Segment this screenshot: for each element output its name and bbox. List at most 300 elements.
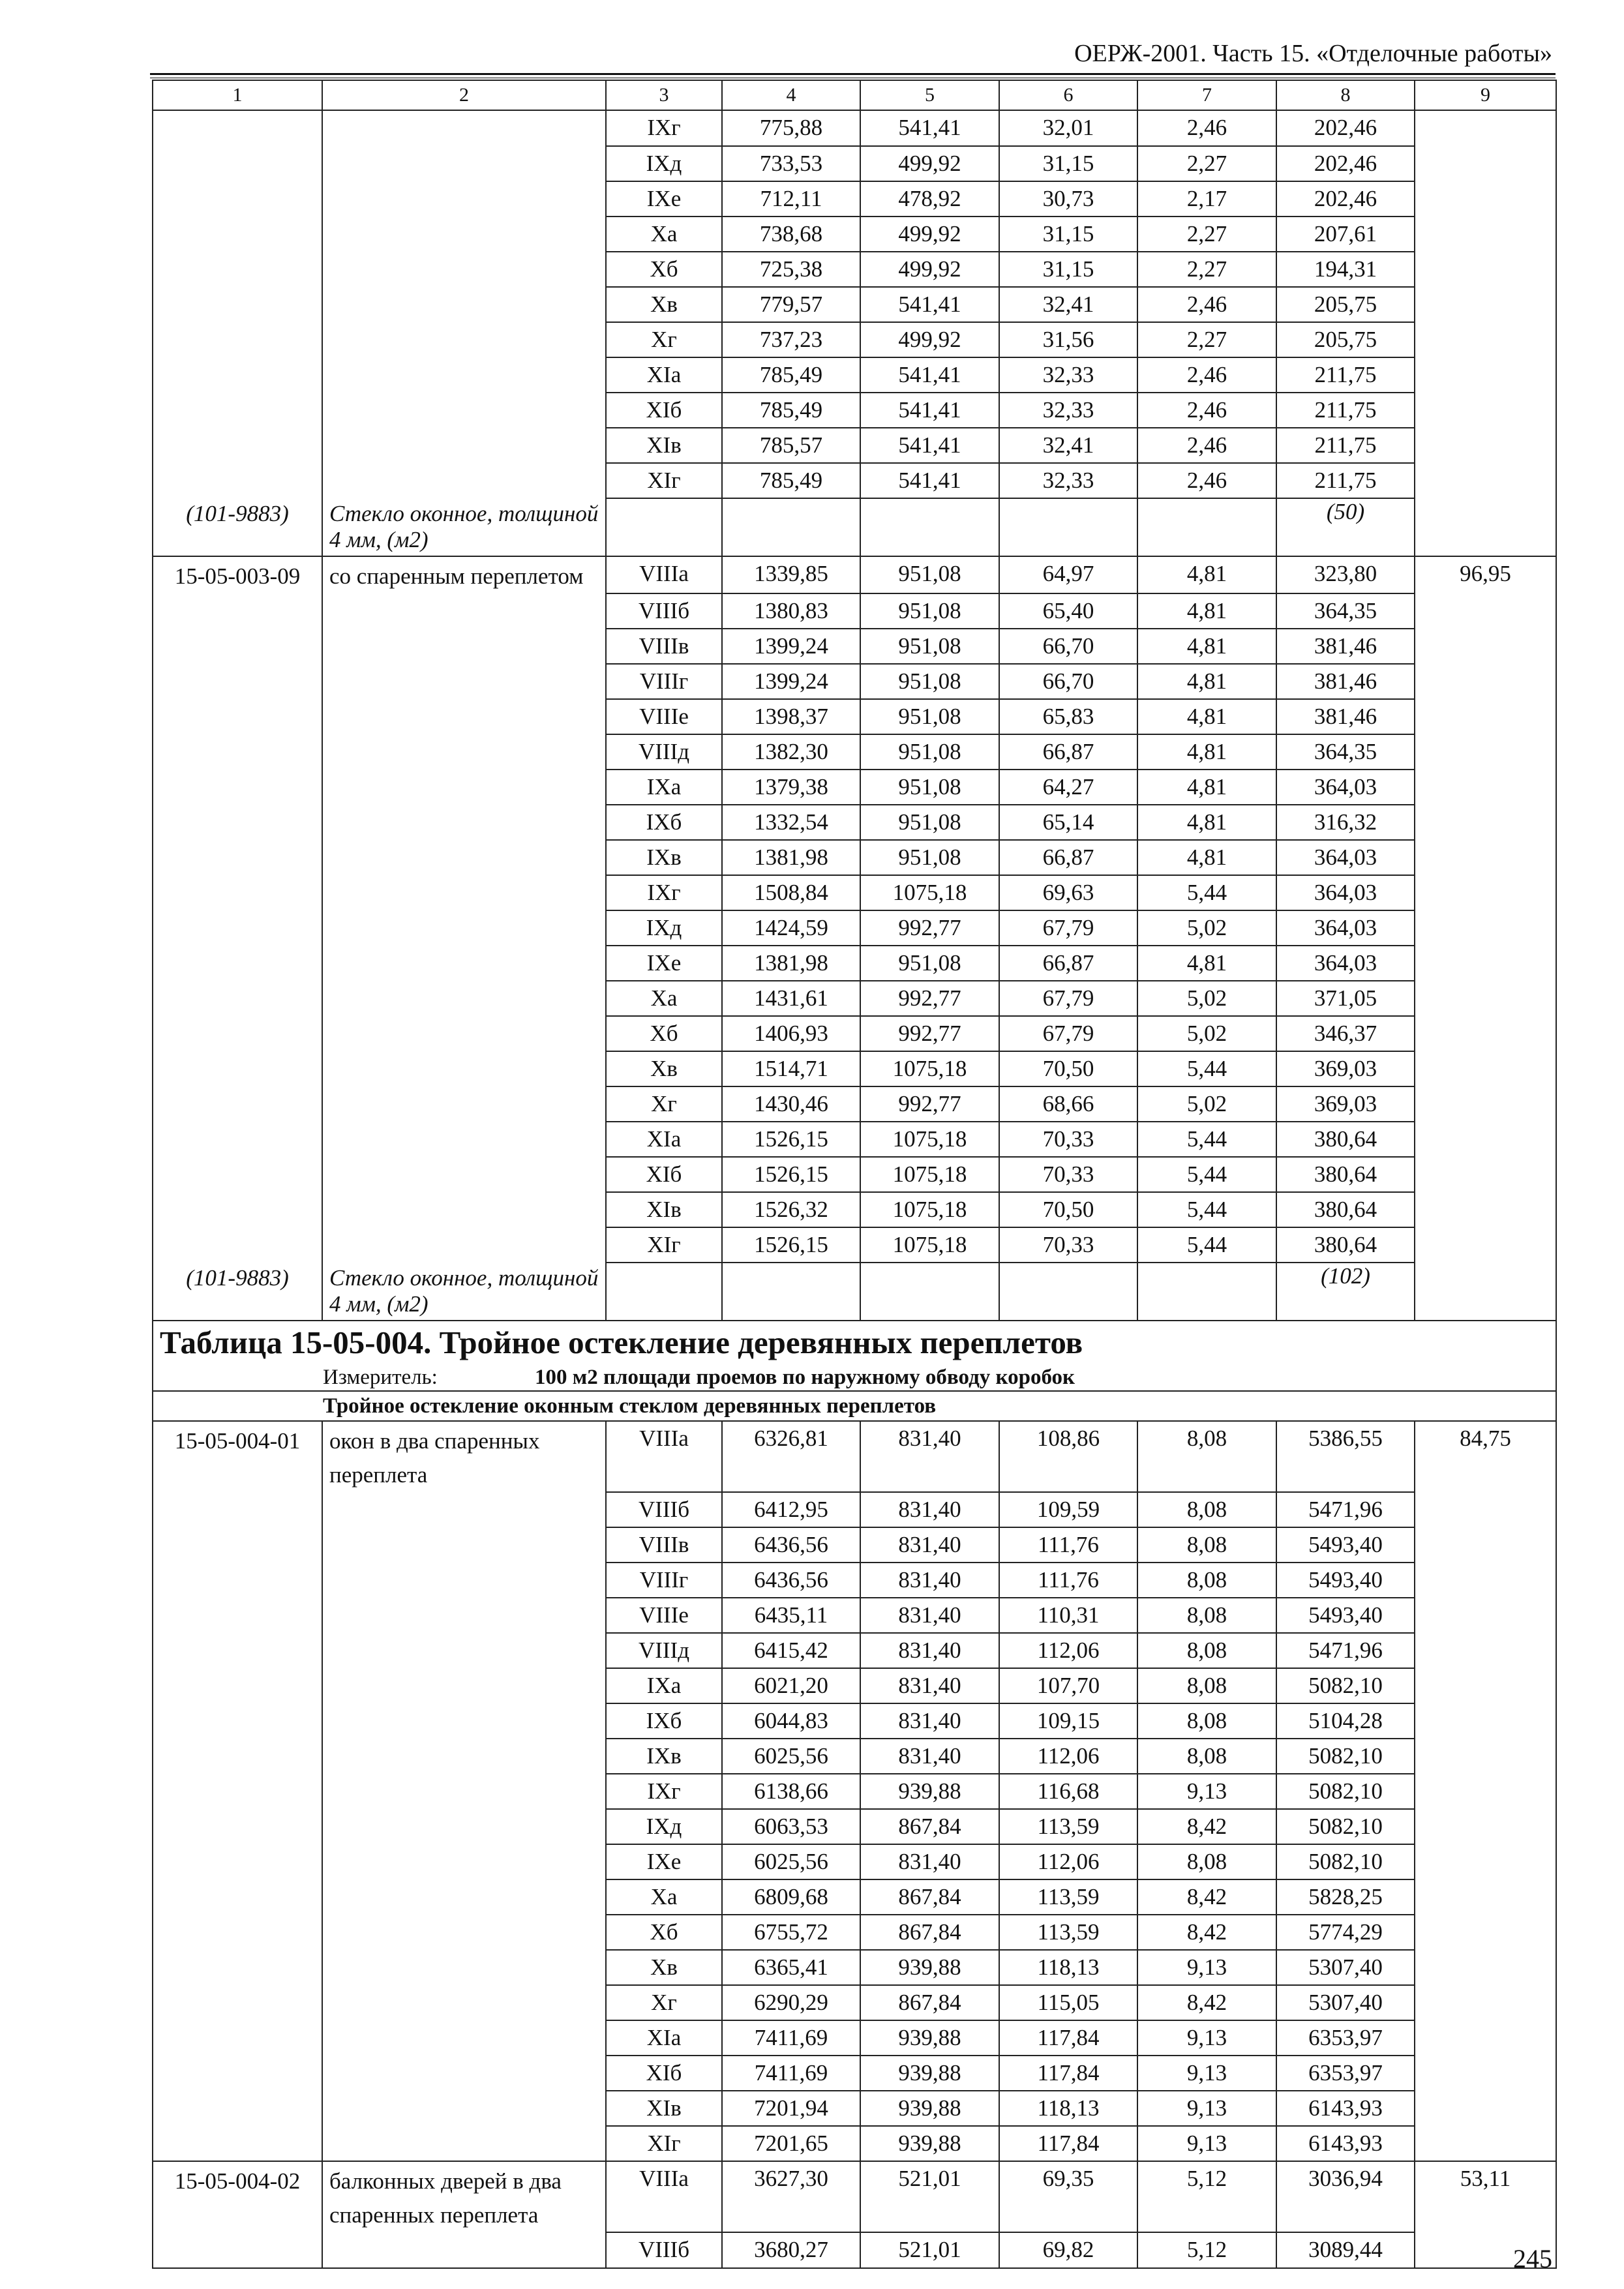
rate-col9: 84,75 [1415,1421,1556,1492]
value-cell: 70,50 [999,1192,1137,1227]
value-cell: 2,17 [1137,181,1276,217]
column-header: 5 [860,80,999,110]
rate-col9-empty [1415,1703,1556,1739]
table-row [153,1809,1556,1844]
value-cell: 381,46 [1276,664,1415,699]
value-cell: 7201,65 [722,2126,860,2162]
rate-code-empty [153,1086,322,1122]
value-cell: 541,41 [860,357,999,393]
value-cell: 211,75 [1276,393,1415,428]
value-cell: 499,92 [860,217,999,252]
value-cell: 3680,27 [722,2232,860,2268]
column-header: 9 [1415,80,1556,110]
rate-code-empty [153,981,322,1016]
work-description-empty [322,805,606,840]
value-cell: 867,84 [860,1985,999,2020]
rate-col9-empty [1415,1227,1556,1263]
rate-code-empty [153,1879,322,1915]
table-row [153,556,1556,593]
value-cell: 112,06 [999,1739,1137,1774]
zone-code: IXб [606,805,722,840]
table-row [153,1598,1556,1633]
work-description-empty [322,1192,606,1227]
value-cell: 4,81 [1137,664,1276,699]
work-description-empty [322,146,606,181]
value-cell: 207,61 [1276,217,1415,252]
column-header: 7 [1137,80,1276,110]
table-row [153,1668,1556,1703]
rate-code-empty [153,1739,322,1774]
work-description-empty [322,699,606,734]
value-cell: 202,46 [1276,181,1415,217]
rate-col9: 53,11 [1415,2161,1556,2232]
table-row [153,1016,1556,1051]
value-cell: 381,46 [1276,629,1415,664]
value-cell: 951,08 [860,664,999,699]
value-cell: 65,40 [999,593,1137,629]
section-subtitle-row [153,1391,1556,1421]
value-cell: 8,08 [1137,1492,1276,1527]
zone-code: VIIIа [606,556,722,593]
value-cell: 65,83 [999,699,1137,734]
work-description-empty [322,1051,606,1086]
rate-code: 15-05-004-01 [153,1421,322,1492]
value-cell: 5082,10 [1276,1844,1415,1879]
rate-col9-empty [1415,593,1556,629]
value-cell: 4,81 [1137,840,1276,875]
table-row [153,1421,1556,1492]
value-cell: 1332,54 [722,805,860,840]
table-row [153,322,1556,357]
value-cell: 4,81 [1137,556,1276,593]
value-cell: 5082,10 [1276,1809,1415,1844]
table-row [153,146,1556,181]
zone-code: IXа [606,1668,722,1703]
value-cell: 5493,40 [1276,1563,1415,1598]
value-cell: 7411,69 [722,2056,860,2091]
zone-code: IXе [606,181,722,217]
value-cell: 5828,25 [1276,1879,1415,1915]
rate-col9-empty [1415,1879,1556,1915]
value-cell: 6365,41 [722,1950,860,1985]
empty-cell [860,1263,999,1321]
table-row [153,1086,1556,1122]
value-cell: 1424,59 [722,910,860,946]
rate-code-empty [153,357,322,393]
value-cell: 9,13 [1137,2091,1276,2126]
rate-col9-empty [1415,1086,1556,1122]
zone-code: VIIIе [606,699,722,734]
zone-code: VIIIв [606,629,722,664]
value-cell: 2,46 [1137,110,1276,146]
zone-code: Xб [606,1016,722,1051]
value-cell: 785,49 [722,357,860,393]
work-description-empty [322,593,606,629]
section-title-row [153,1321,1556,1364]
table-body [153,80,1556,2268]
table-row [153,946,1556,981]
value-cell: 3089,44 [1276,2232,1415,2268]
zone-code: VIIIе [606,1598,722,1633]
glass-material-row [153,1263,1556,1321]
zone-code: Xб [606,1915,722,1950]
value-cell: 541,41 [860,463,999,498]
rate-code-empty [153,2091,322,2126]
value-cell: 1399,24 [722,664,860,699]
value-cell: 64,97 [999,556,1137,593]
rate-code-empty [153,1598,322,1633]
table-row [153,2091,1556,2126]
zone-code: XIа [606,2020,722,2056]
rate-col9-empty [1415,1122,1556,1157]
value-cell: 1526,15 [722,1122,860,1157]
rate-code-empty [153,1227,322,1263]
work-description-empty [322,1016,606,1051]
value-cell: 499,92 [860,322,999,357]
table-row [153,629,1556,664]
rate-code-empty [153,428,322,463]
value-cell: 992,77 [860,1086,999,1122]
value-cell: 110,31 [999,1598,1137,1633]
value-cell: 6025,56 [722,1844,860,1879]
work-description: окон в два спаренных переплета [322,1421,606,1492]
work-description-empty [322,1950,606,1985]
material-name: Стекло оконное, толщиной 4 мм, (м2) [322,498,606,556]
table-row [153,770,1556,805]
value-cell: 118,13 [999,1950,1137,1985]
work-description-empty [322,1527,606,1563]
zone-code: Xб [606,252,722,287]
rate-code-empty [153,463,322,498]
value-cell: 6353,97 [1276,2056,1415,2091]
rate-code: 15-05-003-09 [153,556,322,593]
material-quantity: (50) [1276,498,1415,556]
work-description-empty [322,428,606,463]
table-row [153,1563,1556,1598]
table-row [153,840,1556,875]
value-cell: 1398,37 [722,699,860,734]
value-cell: 9,13 [1137,2126,1276,2162]
rate-code-empty [153,2020,322,2056]
value-cell: 775,88 [722,110,860,146]
rate-code-empty [153,1527,322,1563]
value-cell: 8,08 [1137,1668,1276,1703]
zone-code: VIIIг [606,664,722,699]
value-cell: 364,03 [1276,840,1415,875]
value-cell: 5082,10 [1276,1739,1415,1774]
value-cell: 1382,30 [722,734,860,770]
value-cell: 31,15 [999,252,1137,287]
value-cell: 1406,93 [722,1016,860,1051]
rate-code-empty [153,840,322,875]
value-cell: 8,42 [1137,1985,1276,2020]
rate-code-empty [153,146,322,181]
rate-col9-empty [1415,110,1556,146]
value-cell: 521,01 [860,2161,999,2232]
value-cell: 5104,28 [1276,1703,1415,1739]
value-cell: 831,40 [860,1563,999,1598]
value-cell: 2,27 [1137,322,1276,357]
value-cell: 992,77 [860,1016,999,1051]
value-cell: 2,46 [1137,428,1276,463]
work-description-empty [322,1122,606,1157]
value-cell: 831,40 [860,1598,999,1633]
zone-code: IXв [606,1739,722,1774]
table-row [153,2056,1556,2091]
table-row [153,463,1556,498]
value-cell: 6353,97 [1276,2020,1415,2056]
value-cell: 5307,40 [1276,1985,1415,2020]
work-description-empty [322,2091,606,2126]
rate-col9-empty [1415,1633,1556,1668]
rate-code-empty [153,664,322,699]
meter-label: Измеритель: [323,1365,438,1389]
value-cell: 111,76 [999,1527,1137,1563]
value-cell: 4,81 [1137,734,1276,770]
rate-col9-empty [1415,393,1556,428]
rate-col9-empty [1415,981,1556,1016]
rate-col9-empty [1415,664,1556,699]
table-row [153,699,1556,734]
zone-code: VIIIб [606,2232,722,2268]
rate-col9-empty [1415,1844,1556,1879]
zone-code: IXг [606,1774,722,1809]
value-cell: 202,46 [1276,146,1415,181]
rate-col9-empty [1415,1051,1556,1086]
table-row [153,805,1556,840]
work-description-empty [322,2126,606,2162]
zone-code: XIа [606,1122,722,1157]
value-cell: 541,41 [860,287,999,322]
value-cell: 831,40 [860,1844,999,1879]
value-cell: 8,42 [1137,1879,1276,1915]
rate-code-empty [153,699,322,734]
value-cell: 364,03 [1276,875,1415,910]
rate-code-empty [153,393,322,428]
value-cell: 5,44 [1137,1227,1276,1263]
rate-code-empty [153,1844,322,1879]
value-cell: 5,02 [1137,910,1276,946]
rate-col9-empty [1415,1668,1556,1703]
value-cell: 785,49 [722,393,860,428]
zone-code: IXа [606,770,722,805]
value-cell: 117,84 [999,2020,1137,2056]
empty-cell [1137,1263,1276,1321]
value-cell: 951,08 [860,556,999,593]
work-description-empty [322,463,606,498]
value-cell: 521,01 [860,2232,999,2268]
value-cell: 5,02 [1137,1086,1276,1122]
value-cell: 8,08 [1137,1421,1276,1492]
empty-cell [722,498,860,556]
rate-col9-empty [1415,1985,1556,2020]
value-cell: 939,88 [860,2020,999,2056]
zone-code: Xв [606,1950,722,1985]
zone-code: Xв [606,1051,722,1086]
zone-code: XIг [606,463,722,498]
value-cell: 68,66 [999,1086,1137,1122]
zone-code: VIIIа [606,1421,722,1492]
work-description-empty [322,393,606,428]
value-cell: 951,08 [860,699,999,734]
material-quantity: (102) [1276,1263,1415,1321]
meter-value: 100 м2 площади проемов по наружному обводу коробок [535,1365,1075,1389]
value-cell: 725,38 [722,252,860,287]
table-row [153,393,1556,428]
value-cell: 1075,18 [860,875,999,910]
value-cell: 1075,18 [860,1192,999,1227]
value-cell: 831,40 [860,1668,999,1703]
value-cell: 831,40 [860,1492,999,1527]
rate-col9-empty [1415,1950,1556,1985]
rate-code-empty [153,770,322,805]
value-cell: 117,84 [999,2056,1137,2091]
value-cell: 737,23 [722,322,860,357]
work-description-empty [322,910,606,946]
value-cell: 1526,32 [722,1192,860,1227]
zone-code: VIIIб [606,593,722,629]
value-cell: 831,40 [860,1633,999,1668]
value-cell: 7411,69 [722,2020,860,2056]
rates-table [152,80,1557,2269]
table-row [153,181,1556,217]
empty-cell [1415,498,1556,556]
value-cell: 951,08 [860,770,999,805]
value-cell: 380,64 [1276,1157,1415,1192]
rate-code-empty [153,1809,322,1844]
section-title: Таблица 15-05-004. Тройное остекление деревянных переплетов [153,1321,1556,1364]
rate-col9-empty [1415,1915,1556,1950]
work-description-empty [322,1633,606,1668]
value-cell: 4,81 [1137,946,1276,981]
table-row [153,1122,1556,1157]
zone-code: XIб [606,393,722,428]
zone-code: Xг [606,322,722,357]
value-cell: 867,84 [860,1809,999,1844]
value-cell: 939,88 [860,2056,999,2091]
rate-col9-empty [1415,252,1556,287]
value-cell: 8,08 [1137,1598,1276,1633]
table-row [153,1915,1556,1950]
rate-code: 15-05-004-02 [153,2161,322,2232]
rate-code-empty [153,1950,322,1985]
work-description: со спаренным переплетом [322,556,606,593]
value-cell: 5,12 [1137,2232,1276,2268]
value-cell: 369,03 [1276,1086,1415,1122]
value-cell: 951,08 [860,629,999,664]
value-cell: 2,27 [1137,146,1276,181]
value-cell: 4,81 [1137,805,1276,840]
zone-code: XIа [606,357,722,393]
value-cell: 116,68 [999,1774,1137,1809]
value-cell: 6143,93 [1276,2126,1415,2162]
value-cell: 779,57 [722,287,860,322]
value-cell: 66,87 [999,840,1137,875]
rate-code-empty [153,1157,322,1192]
rate-col9-empty [1415,1492,1556,1527]
value-cell: 5307,40 [1276,1950,1415,1985]
value-cell: 117,84 [999,2126,1137,2162]
material-code: (101-9883) [153,498,322,556]
rate-code-empty [153,1985,322,2020]
rate-col9-empty [1415,217,1556,252]
table-row [153,1227,1556,1263]
value-cell: 8,08 [1137,1739,1276,1774]
rate-code-empty [153,1563,322,1598]
table-row [153,875,1556,910]
value-cell: 1075,18 [860,1157,999,1192]
value-cell: 6138,66 [722,1774,860,1809]
rate-col9-empty [1415,1157,1556,1192]
zone-code: IXе [606,1844,722,1879]
value-cell: 8,42 [1137,1915,1276,1950]
value-cell: 5493,40 [1276,1598,1415,1633]
value-cell: 6044,83 [722,1703,860,1739]
value-cell: 6755,72 [722,1915,860,1950]
rate-col9-empty [1415,946,1556,981]
table-row [153,2232,1556,2268]
value-cell: 6809,68 [722,1879,860,1915]
value-cell: 939,88 [860,1950,999,1985]
table-row [153,1527,1556,1563]
value-cell: 5,44 [1137,1192,1276,1227]
value-cell: 113,59 [999,1915,1137,1950]
value-cell: 380,64 [1276,1227,1415,1263]
rate-col9-empty [1415,734,1556,770]
column-header: 6 [999,80,1137,110]
table-row [153,1774,1556,1809]
work-description-empty [322,1739,606,1774]
work-description-empty [322,981,606,1016]
value-cell: 733,53 [722,146,860,181]
empty-cell [722,1263,860,1321]
value-cell: 951,08 [860,593,999,629]
rate-col9-empty [1415,463,1556,498]
value-cell: 67,79 [999,981,1137,1016]
value-cell: 194,31 [1276,252,1415,287]
value-cell: 5082,10 [1276,1774,1415,1809]
value-cell: 205,75 [1276,287,1415,322]
work-description-empty [322,1492,606,1527]
value-cell: 380,64 [1276,1192,1415,1227]
value-cell: 1380,83 [722,593,860,629]
rate-col9-empty [1415,699,1556,734]
value-cell: 2,46 [1137,357,1276,393]
rate-code-empty [153,1633,322,1668]
value-cell: 32,01 [999,110,1137,146]
rate-col9-empty [1415,287,1556,322]
value-cell: 67,79 [999,1016,1137,1051]
work-description-empty [322,1227,606,1263]
rate-code-empty [153,2232,322,2268]
value-cell: 951,08 [860,805,999,840]
value-cell: 6021,20 [722,1668,860,1703]
value-cell: 5471,96 [1276,1633,1415,1668]
value-cell: 4,81 [1137,770,1276,805]
work-description-empty [322,322,606,357]
work-description-empty [322,217,606,252]
value-cell: 9,13 [1137,2020,1276,2056]
zone-code: VIIIв [606,1527,722,1563]
value-cell: 211,75 [1276,463,1415,498]
header-rule [150,73,1556,75]
value-cell: 31,15 [999,146,1137,181]
value-cell: 3036,94 [1276,2161,1415,2232]
table-row [153,1844,1556,1879]
value-cell: 5082,10 [1276,1668,1415,1703]
rate-code-empty [153,1915,322,1950]
rate-col9-empty [1415,770,1556,805]
